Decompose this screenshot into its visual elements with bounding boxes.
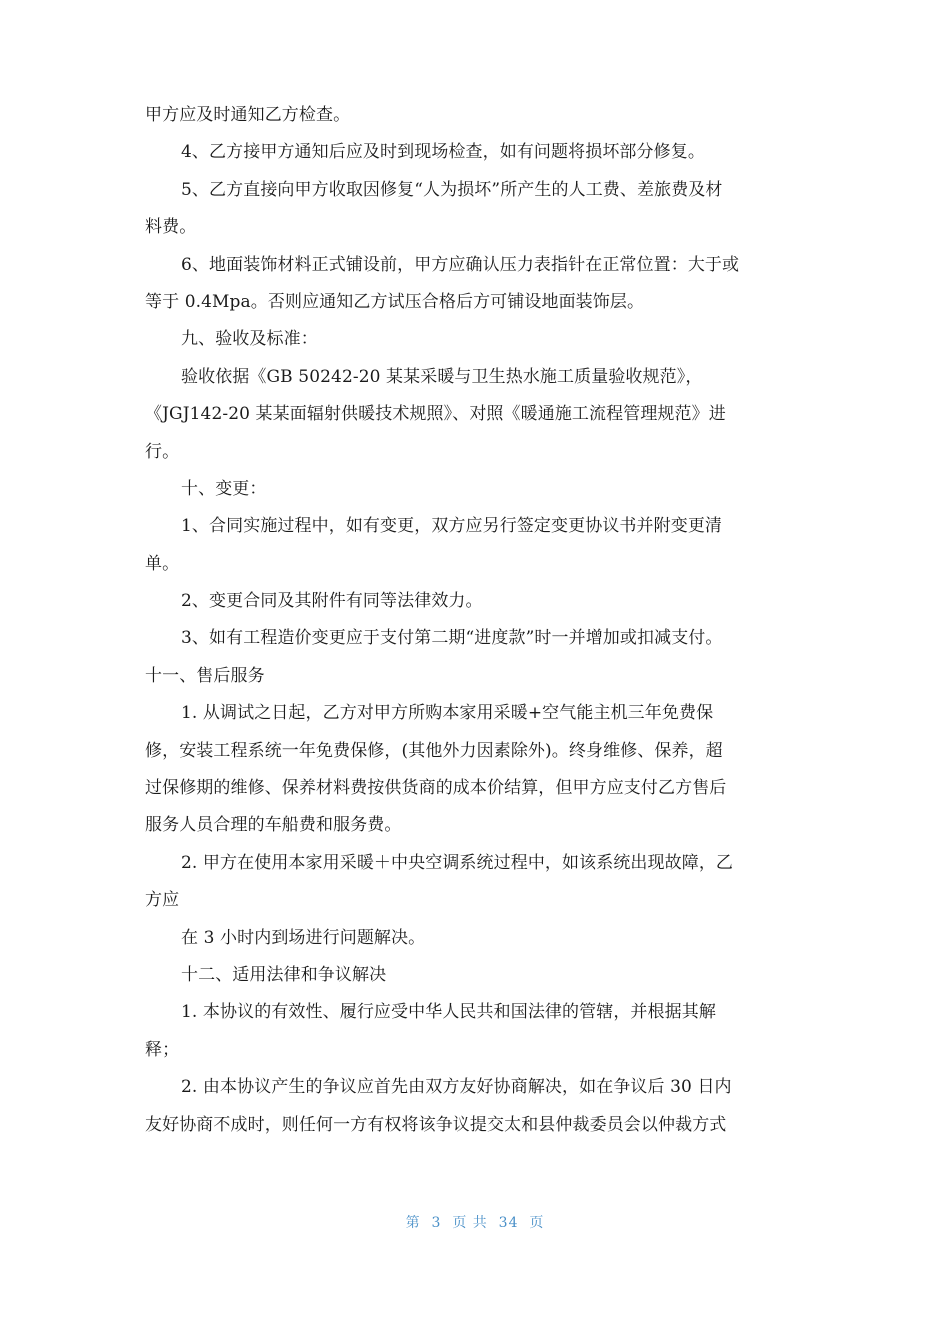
text-line: 《JGJ142-20 某某面辐射供暖技术规照》、对照《暖通施工流程管理规范》进	[145, 404, 726, 425]
text-line: 修，安装工程系统一年免费保修，(其他外力因素除外)。终身维修、保养，超	[145, 740, 723, 761]
text-line: 等于 0.4Mpa。否则应通知乙方试压合格后方可铺设地面装饰层。	[145, 291, 645, 312]
text-line: 2、变更合同及其附件有同等法律效力。	[181, 591, 483, 612]
text-line: 甲方应及时通知乙方检查。	[145, 105, 351, 125]
text-line: 方应	[145, 890, 180, 911]
text-line: 九、验收及标准：	[181, 329, 318, 350]
text-line: 十一、售后服务	[145, 665, 265, 686]
text-line: 验收依据《GB 50242-20 某某采暖与卫生热水施工质量验收规范》，	[181, 366, 703, 387]
text-line: 在 3 小时内到场进行问题解决。	[181, 927, 426, 948]
text-line: 十二、适用法律和争议解决	[181, 964, 387, 985]
text-line: 行。	[145, 441, 180, 462]
document-body	[145, 97, 810, 1144]
text-line: 1. 从调试之日起，乙方对甲方所购本家用采暖+空气能主机三年免费保	[181, 703, 714, 724]
text-line: 1、合同实施过程中，如有变更，双方应另行签定变更协议书并附变更清	[181, 516, 723, 537]
text-line: 释；	[145, 1039, 180, 1060]
text-line: 2. 由本协议产生的争议应首先由双方友好协商解决，如在争议后 30 日内	[181, 1077, 732, 1098]
text-line: 5、乙方直接向甲方收取因修复“人为损坏”所产生的人工费、差旅费及材	[181, 179, 723, 200]
text-line: 友好协商不成时，则任何一方有权将该争议提交太和县仲裁委员会以仲裁方式	[145, 1114, 727, 1135]
text-line: 6、地面装饰材料正式铺设前，甲方应确认压力表指针在正常位置：大于或	[181, 254, 740, 275]
text-line: 过保修期的维修、保养材料费按供货商的成本价结算，但甲方应支付乙方售后	[145, 778, 727, 799]
page-number-footer: 第 3 页 共 34 页	[405, 1215, 545, 1231]
text-line: 单。	[145, 553, 180, 574]
text-line: 2. 甲方在使用本家用采暖＋中央空调系统过程中，如该系统出现故障，乙	[181, 852, 734, 873]
text-line: 3、如有工程造价变更应于支付第二期“进度款”时一并增加或扣减支付。	[181, 628, 723, 649]
text-line: 料费。	[145, 217, 197, 238]
text-line: 十、变更：	[181, 478, 267, 499]
text-line: 1. 本协议的有效性、履行应受中华人民共和国法律的管辖，并根据其解	[181, 1002, 716, 1023]
text-line: 服务人员合理的车船费和服务费。	[145, 815, 402, 836]
text-line: 4、乙方接甲方通知后应及时到现场检查，如有问题将损坏部分修复。	[181, 142, 705, 163]
